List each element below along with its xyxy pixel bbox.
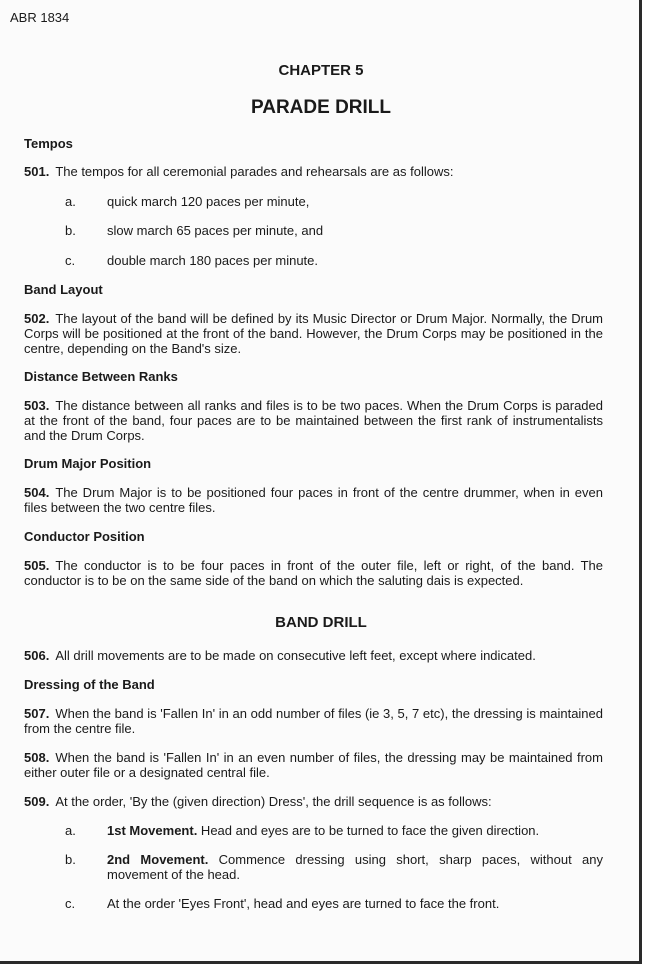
paragraph-number: 501. [24,164,50,179]
paragraph-text: All drill movements are to be made on consecutive left feet, except where indicated. [55,648,536,663]
list-item [65,852,603,882]
paragraph-number: 502. [24,311,50,326]
paragraph-number: 505. [24,558,50,573]
page-title: PARADE DRILL [250,97,392,118]
list-item [65,223,603,238]
paragraph-text: The conductor is to be four paces in front of the outer file, left or right, of the band. The conductor is to be on the same side of the band on which the saluting dais is expected. [24,558,603,588]
list-item-text: At the order 'Eyes Front', head and eyes are turned to face the front. [107,896,500,911]
list-item-text: slow march 65 paces per minute, and [107,223,324,238]
list-item-text [107,852,603,882]
list-item-text: double march 180 paces per minute. [107,253,319,268]
heading-tempos: Tempos [24,136,73,151]
heading-distance-between-ranks: Distance Between Ranks [24,369,178,384]
list-item-letter: c. [65,896,76,911]
list-item [65,194,603,209]
paragraph-text: When the band is 'Fallen In' in an odd number of files (ie 3, 5, 7 etc), the dressing is maintained from the centre file. [24,706,603,736]
paragraph-number: 503. [24,398,50,413]
paragraph-number: 509. [24,794,50,809]
paragraph-text: The tempos for all ceremonial parades and rehearsals are as follows: [55,164,454,179]
section-title-band-drill: BAND DRILL [275,614,367,631]
paragraph-text: When the band is 'Fallen In' in an even number of files, the dressing may be maintained from either outer file or a designated central file. [24,750,603,780]
paragraph-number: 504. [24,485,50,500]
paragraph-506 [24,648,603,663]
list-item-letter: b. [65,223,76,238]
paragraph-number: 508. [24,750,50,765]
paragraph-509 [24,794,603,809]
document-reference: ABR 1834 [10,10,70,25]
heading-band-layout: Band Layout [24,282,103,297]
list-item [65,253,603,268]
list-item-letter: c. [65,253,76,268]
list-item-bold-lead: 2nd Movement. [107,852,209,867]
paragraph-501 [24,164,603,179]
heading-dressing-of-the-band: Dressing of the Band [24,677,155,692]
heading-conductor-position: Conductor Position [24,529,145,544]
paragraph-text: The layout of the band will be defined by its Music Director or Drum Major. Normally, the Drum Corps will be positioned at the front of the band. However, the Drum Corps may be positioned in the centre, depending on the Band's size. [24,311,603,356]
list-item-letter: b. [65,852,76,867]
chapter-heading: CHAPTER 5 [278,62,364,79]
paragraph-502 [24,311,603,356]
paragraph-503 [24,398,603,443]
paragraph-text: The distance between all ranks and files is to be two paces. When the Drum Corps is paraded at the front of the band, four paces are to be maintained between the first rank of instrumentalists and the Drum Corps. [24,398,603,443]
paragraph-507 [24,706,603,736]
list-item-letter: a. [65,194,76,209]
list-item-text: quick march 120 paces per minute, [107,194,310,209]
paragraph-text: At the order, 'By the (given direction) Dress', the drill sequence is as follows: [55,794,492,809]
paragraph-504 [24,485,603,515]
list-item [65,896,603,911]
heading-drum-major-position: Drum Major Position [24,456,152,471]
list-item-letter: a. [65,823,76,838]
list-item-text [107,823,603,838]
list-item-body: Head and eyes are to be turned to face the given direction. [197,823,540,838]
list-item [65,823,603,838]
paragraph-number: 507. [24,706,50,721]
list-item-body: Commence dressing using short, sharp paces, without any movement of the head. [107,852,603,882]
paragraph-text: The Drum Major is to be positioned four paces in front of the centre drummer, when in even files between the two centre files. [24,485,603,515]
list-item-bold-lead: 1st Movement. [107,823,198,838]
paragraph-number: 506. [24,648,50,663]
paragraph-505 [24,558,603,588]
paragraph-508 [24,750,603,780]
